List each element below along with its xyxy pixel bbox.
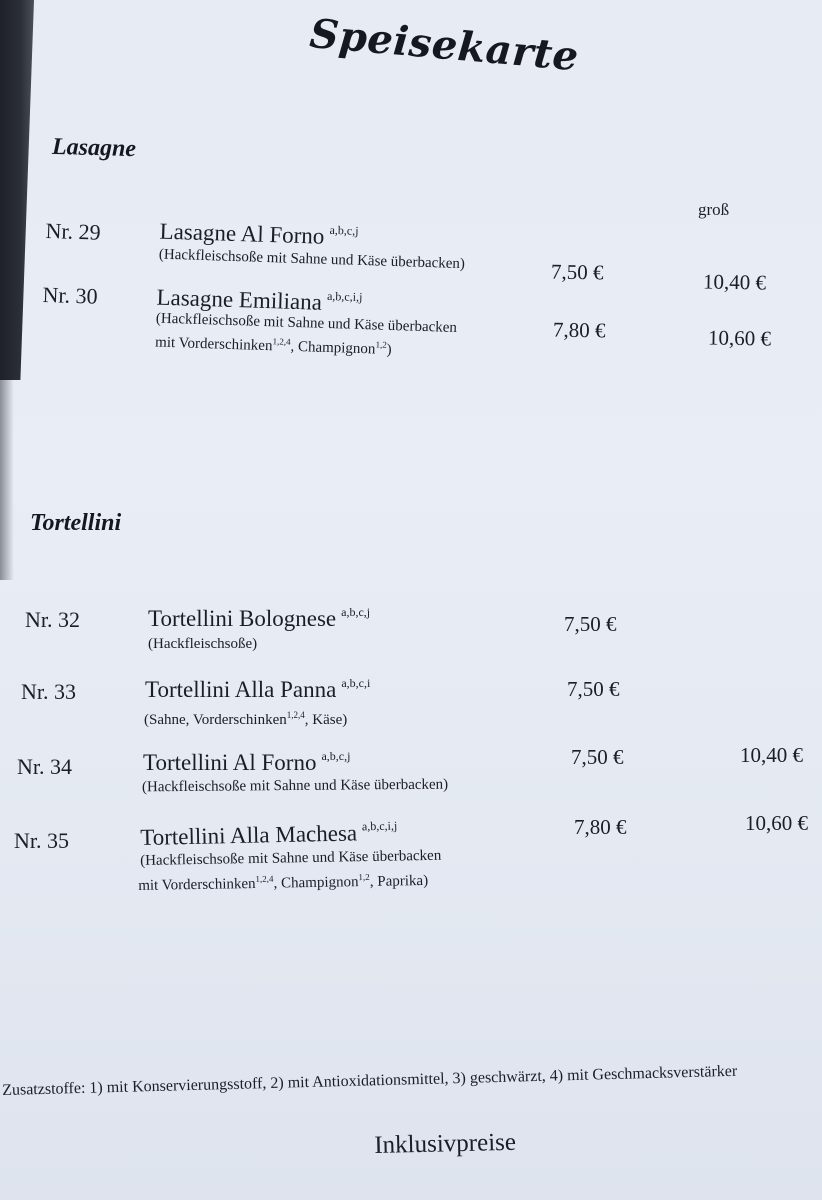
item-35-price: 7,80 € [574,815,627,839]
item-32-number: Nr. 32 [25,607,80,632]
item-description-line-2: mit Vorderschinken$^{1,2,4}$, Champignon$^{1,2}$) [154,334,392,358]
inclusive-prices-note: Inklusivpreise [374,1128,517,1159]
item-29-price-big: 10,40 € [702,269,767,295]
size-label-gross: groß [698,200,730,219]
item-35-description-line-1: (Hackfleischsoße mit Sahne und Käse überbacken [140,847,442,869]
item-35-price-big: 10,60 € [745,811,808,835]
item-35-name: Tortellini Alla Machesa $^{a,b,c,i,j}$ [140,818,398,850]
menu-holder-edge [0,0,34,380]
item-30-price-big: 10,60 € [707,325,772,351]
menu-holder-shadow [0,380,14,580]
item-32-price: 7,50 € [564,612,617,636]
item-description-line-1: (Hackfleischsoße mit Sahne und Käse überbacken [155,310,458,337]
item-34-price-big: 10,40 € [740,743,803,767]
item-34-name: Tortellini Al Forno $^{a,b,c,j}$ [143,749,351,775]
additives-footnote: Zusatzstoffe: 1) mit Konservierungsstoff, 2) mit Antioxidationsmittel, 3) geschwärzt, 4) mit Geschmacksverstärker [2,1062,738,1099]
item-35-number: Nr. 35 [14,828,69,853]
item-name: Lasagne Emiliana $^{a,b,c,i,j}$ [156,284,363,315]
page-title: Speisekarte [307,10,581,81]
item-34-number: Nr. 34 [17,754,72,779]
section-heading-lasagne: Lasagne [51,133,137,163]
item-34-description: (Hackfleischsoße mit Sahne und Käse überbacken) [141,776,449,796]
item-34-price: 7,50 € [571,745,624,769]
item-29-price: 7,50 € [550,259,604,285]
item-name: Lasagne Al Forno $^{a,b,c,j}$ [159,218,359,249]
item-33-name: Tortellini Alla Panna $^{a,b,c,i}$ [145,676,371,702]
item-32-description: (Hackfleischsoße) [148,636,258,652]
item-33-number: Nr. 33 [21,679,76,704]
item-33-description: (Sahne, Vorderschinken$^{1,2,4}$, Käse) [144,710,348,728]
section-heading-tortellini: Tortellini [30,510,122,536]
item-35-description-line-2: mit Vorderschinken$^{1,2,4}$, Champignon$^{1,2}$, Paprika) [138,871,429,894]
item-33-price: 7,50 € [567,677,620,701]
item-description: (Hackfleischsoße mit Sahne und Käse überbacken) [158,246,466,273]
item-number: Nr. 30 [42,282,98,309]
item-number: Nr. 29 [45,218,101,245]
item-30-price: 7,80 € [552,317,606,343]
item-32-name: Tortellini Bolognese $^{a,b,c,j}$ [148,605,371,631]
